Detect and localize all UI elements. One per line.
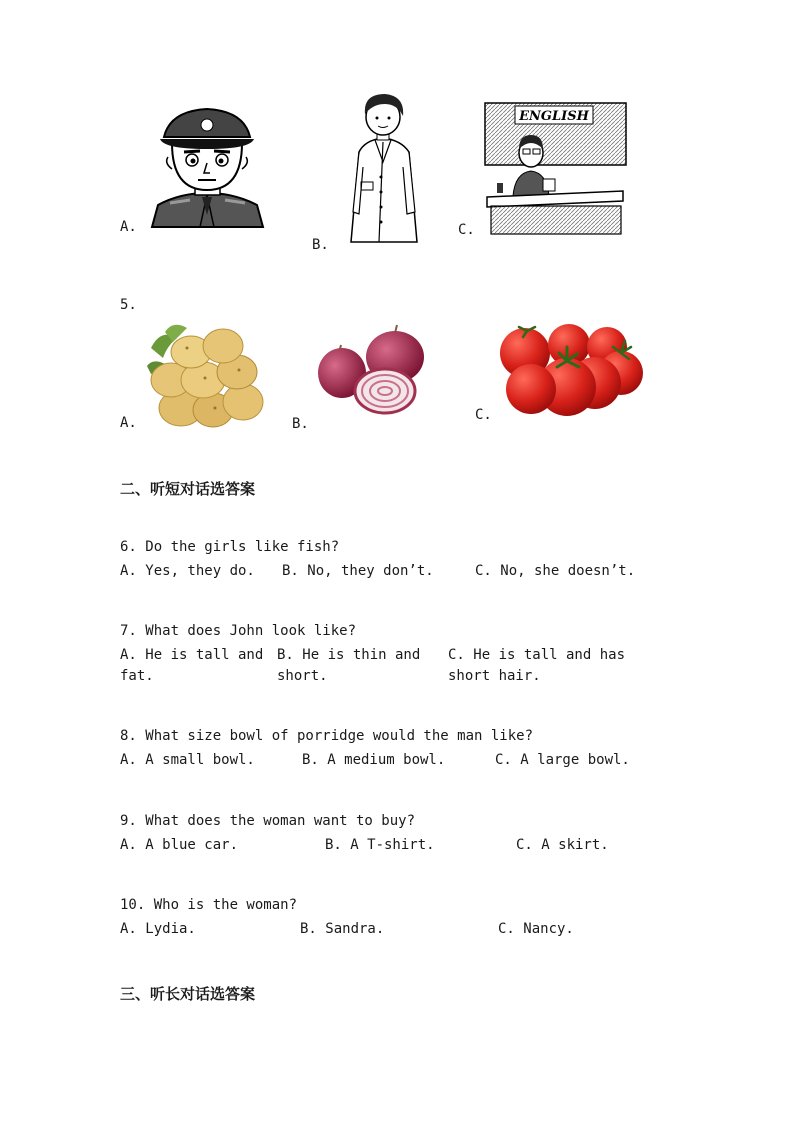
q7-option-a: A. He is tall and fat. [120, 647, 264, 684]
q10-option-a: A. Lydia. [120, 921, 196, 937]
q6-option-a: A. Yes, they do. [120, 563, 255, 579]
question-6: 6. Do the girls like fish? [120, 539, 340, 555]
q8-option-b: B. A medium bowl. [302, 752, 446, 768]
q5-option-c-label: C. [475, 407, 492, 423]
section-3-heading: 三、听长对话选答案 [120, 985, 256, 1003]
teacher-icon [483, 101, 628, 236]
q10-option-b: B. Sandra. [300, 921, 385, 937]
q6-option-c: C. No, she doesn’t. [475, 563, 636, 579]
section-2-heading: 二、听短对话选答案 [120, 480, 256, 498]
q4-option-c-label: C. [458, 222, 475, 238]
question-9: 9. What does the woman want to buy? [120, 813, 416, 829]
q9-option-c: C. A skirt. [516, 837, 609, 853]
q5-number: 5. [120, 297, 137, 313]
sign-text: ENGLISH [519, 109, 589, 124]
question-10: 10. Who is the woman? [120, 897, 298, 913]
doctor-icon [345, 92, 425, 247]
onions-icon [315, 323, 430, 418]
q8-option-a: A. A small bowl. [120, 752, 255, 768]
q7-option-b: B. He is thin and short. [277, 647, 421, 684]
q4-option-a-label: A. [120, 219, 137, 235]
q9-option-a: A. A blue car. [120, 837, 239, 853]
q7-option-c: C. He is tall and has short hair. [448, 647, 626, 684]
tomatoes-icon [497, 323, 647, 418]
q6-option-b: B. No, they don’t. [282, 563, 434, 579]
question-7: 7. What does John look like? [120, 623, 357, 639]
q5-option-b-label: B. [292, 416, 309, 432]
potatoes-icon [143, 318, 268, 430]
police-officer-icon [150, 105, 265, 230]
question-8: 8. What size bowl of porridge would the man like? [120, 728, 534, 744]
q10-option-c: C. Nancy. [498, 921, 574, 937]
q5-option-a-label: A. [120, 415, 137, 431]
q4-option-b-label: B. [312, 237, 329, 253]
q9-option-b: B. A T-shirt. [325, 837, 435, 853]
q8-option-c: C. A large bowl. [495, 752, 630, 768]
